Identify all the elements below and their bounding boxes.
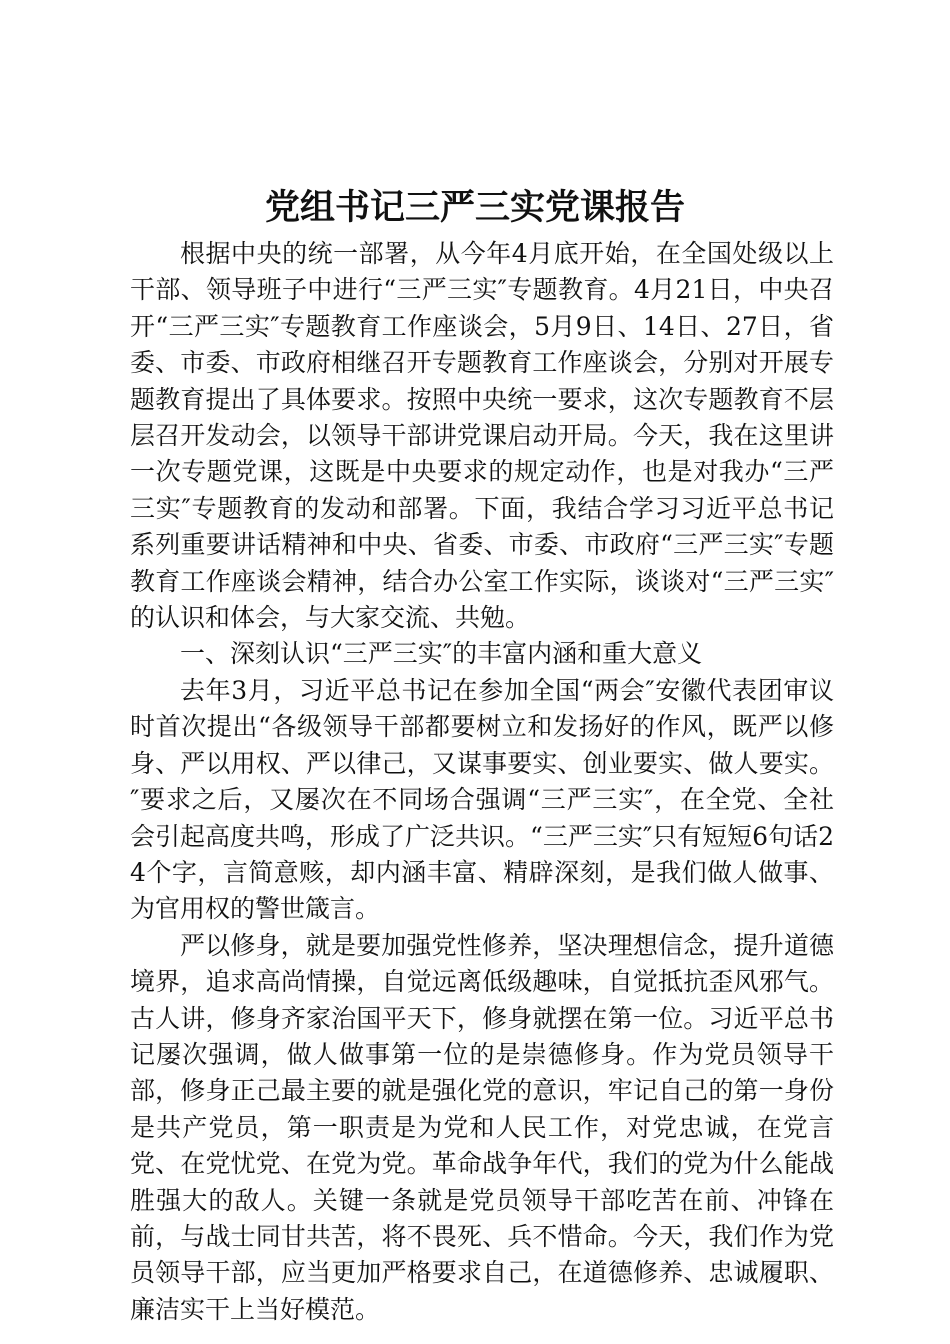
paragraph-self-cultivation: 严以修身，就是要加强党性修养，坚决理想信念，提升道德境界，追求高尚情操，自觉远离低级趣味，自觉抵抗歪风邪气。古人讲，修身齐家治国平天下，修身就摆在第一位。习近平总书记屡次强调，做人做事第一位的是崇德修身。作为党员领导干部，修身正己最主要的就是强化党的意识，牢记自己的第一身份是共产党员，第一职责是为党和人民工作，对党忠诚，在党言党、在党忧党、在党为党。革命战争年代，我们的党为什么能战胜强大的敌人。关键一条就是党员领导干部吃苦在前、冲锋在前，与战士同甘共苦，将不畏死、兵不惜命。今天，我们作为党员领导干部，应当更加严格要求自己，在道德修养、忠诚履职、廉洁实干上当好模范。 bbox=[130, 930, 834, 1324]
paragraph-intro: 根据中央的统一部署，从今年4月底开始，在全国处级以上干部、领导班子中进行“三严三实″专题教育。4月21日，中央召开“三严三实″专题教育工作座谈会，5月9日、14日、27日，省委、市委、市政府相继召开专题教育工作座谈会，分别对开展专题教育提出了具体要求。按照中央统一要求，这次专题教育不层层召开发动会，以领导干部讲党课启动开局。今天，我在这里讲一次专题党课，这既是中央要求的规定动作，也是对我办“三严三实″专题教育的发动和部署。下面，我结合学习习近平总书记系列重要讲话精神和中央、省委、市委、市政府“三严三实″专题教育工作座谈会精神，结合办公室工作实际，谈谈对“三严三实″的认识和体会，与大家交流、共勉。 bbox=[130, 239, 834, 633]
section-heading-1: 一、深刻认识“三严三实″的丰富内涵和重大意义 bbox=[180, 639, 703, 669]
document-title: 党组书记三严三实党课报告 bbox=[264, 187, 685, 228]
document-body bbox=[130, 236, 834, 1328]
paragraph-background: 去年3月，习近平总书记在参加全国“两会″安徽代表团审议时首次提出“各级领导干部都要树立和发扬好的作风，既严以修身、严以用权、严以律己，又谋事要实、创业要实、做人要实。″要求之后，又屡次在不同场合强调“三严三实″，在全党、全社会引起高度共鸣，形成了广泛共识。“三严三实″只有短短6句话24个字，言简意赅，却内涵丰富、精辟深刻，是我们做人做事、为官用权的警世箴言。 bbox=[130, 675, 834, 924]
